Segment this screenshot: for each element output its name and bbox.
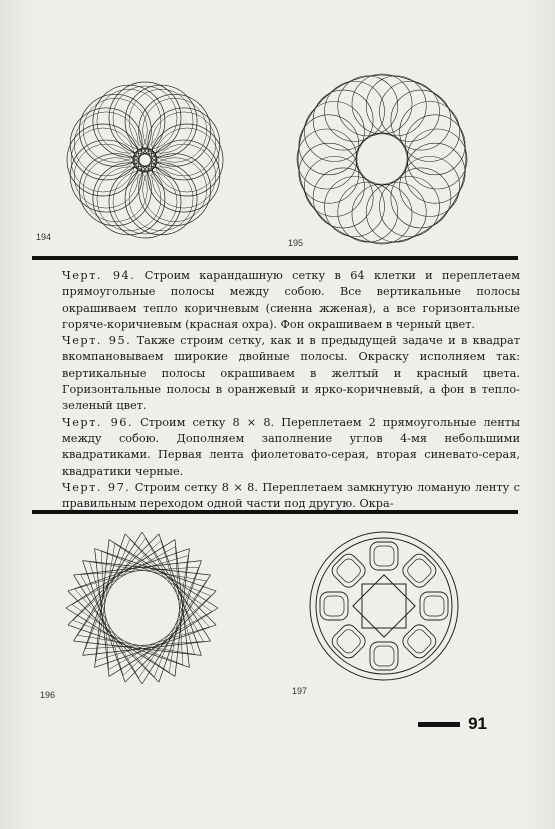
paragraph-94	[62, 268, 520, 333]
ornament-ray	[123, 596, 211, 676]
ornament-knot	[324, 596, 344, 616]
ornament-ray	[175, 547, 182, 665]
page-number: 91	[468, 714, 487, 733]
paragraph-body: Строим сетку 8 × 8. Переплетаем 2 прямоугольные ленты между собою. Дополняем заполнение углов 4-мя небольшими квадратиками. Первая лента фиолетовато-серая, вторая синевато-серая, квадратики черные.	[62, 415, 520, 478]
ornament-loop	[297, 129, 357, 189]
paragraph-body: Также строим сетку, как и в предыдущей задаче и в квадрат вкомпановываем широкие двойные полосы. Окраску исполняем так: вертикальные полосы окрашиваем в желтый и красный цвета. Горизонтальные полосы в оранжевый и ярко-коричневый, а фон в тепло-зеленый цвет.	[62, 334, 520, 413]
ornament-loop	[407, 129, 467, 189]
ornament-ray	[139, 581, 207, 678]
ornament-loop	[313, 90, 373, 150]
ornament-outer-ring	[298, 75, 466, 243]
ornament-knot	[424, 596, 444, 616]
figure-197-number: 197	[292, 686, 308, 696]
ornament-ray	[115, 543, 212, 611]
bottom-divider-rule	[32, 510, 518, 514]
ornament-loop	[352, 74, 412, 134]
body-text	[62, 268, 520, 512]
ornament-knot	[374, 646, 394, 666]
paragraph-lead: Черт. 96.	[62, 415, 134, 429]
ornament-outer-band	[310, 532, 458, 680]
ornament-loop	[391, 90, 451, 150]
ornament-ray	[130, 539, 210, 627]
ornament-loop	[338, 182, 398, 242]
ornament-knot	[329, 551, 369, 591]
ornament-loop	[366, 182, 426, 242]
figure-194-interlace-rosette	[60, 80, 230, 240]
ornament-ray	[73, 541, 161, 621]
ornament-ray	[85, 641, 203, 648]
ornament-loop	[299, 143, 359, 203]
ornament-ray	[81, 567, 199, 574]
figure-195-number: 195	[288, 238, 304, 248]
ornament-ray	[68, 534, 159, 625]
ornament-loop	[405, 143, 465, 203]
figure-195-ring-pattern	[292, 72, 472, 247]
paragraph-96	[62, 415, 520, 480]
ornament-loop	[352, 184, 412, 244]
ornament-center	[133, 148, 157, 172]
ornament-ray	[101, 551, 108, 669]
top-divider-rule	[32, 256, 518, 260]
ornament-inner-ring	[356, 133, 408, 185]
figure-194-number: 194	[36, 232, 52, 242]
ornament-ray	[77, 538, 145, 635]
paragraph-95	[62, 333, 520, 414]
ornament-loop	[405, 115, 465, 175]
ornament-ray	[125, 534, 216, 625]
paragraph-lead: Черт. 94.	[62, 269, 136, 282]
ornament-loop	[391, 168, 451, 228]
page-number-bar	[418, 722, 460, 727]
ornament-loop	[366, 76, 426, 136]
ornament-loop	[299, 115, 359, 175]
paragraph-body: Строим сетку 8 × 8. Переплетаем замкнутую ломаную ленту с правильным переходом одной части под другую. Окра-	[62, 480, 521, 511]
page-number-block	[418, 714, 487, 734]
paragraph-97	[62, 480, 520, 513]
figure-196-number: 196	[40, 690, 56, 700]
ornament-ray	[72, 605, 169, 673]
paragraph-lead: Черт. 95.	[62, 334, 132, 348]
ornament-knot	[329, 622, 369, 662]
paragraph-lead: Черт. 97.	[62, 480, 131, 494]
ornament-knot	[400, 622, 440, 662]
figure-196-star-ring	[62, 528, 222, 688]
figure-197-knot-circle	[298, 526, 470, 686]
ornament-loop	[313, 168, 373, 228]
ornament-knot	[400, 551, 440, 591]
paragraph-body: Строим карандашную сетку в 64 клетки и переплетаем прямоугольные полосы между собою. Все вертикальные полосы окрашиваем тепло коричневым (сиенна жженая), а все горизонтальные горяче-коричневым (красная охра). Фон окрашиваем в черный цвет.	[62, 269, 520, 331]
ornament-knot	[374, 546, 394, 566]
ornament-loop	[338, 76, 398, 136]
ornament-outer-band	[316, 538, 452, 674]
ornament-ray	[75, 589, 155, 677]
ornament-ray	[125, 591, 216, 682]
